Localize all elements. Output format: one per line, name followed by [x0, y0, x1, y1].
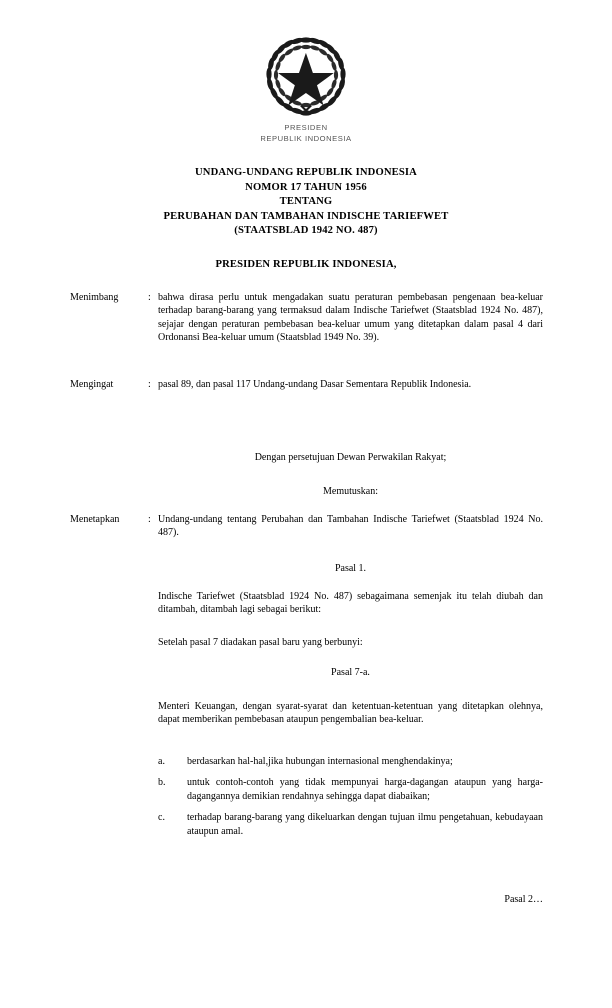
document-title: [0, 166, 612, 239]
menimbang-colon: :: [148, 292, 151, 303]
list-item: [158, 811, 543, 838]
garuda-star-wreath-emblem-icon: [260, 34, 352, 120]
mengingat-text: pasal 89, dan pasal 117 Undang-undang Dasar Sementara Republik Indonesia.: [158, 379, 472, 390]
mengingat-colon: :: [148, 379, 151, 390]
article-7a-paragraph-1: Menteri Keuangan, dengan syarat-syarat dan ketentuan-ketentuan yang ditetapkan olehnya, dapat memberikan pembebasan ataupun pengembalian bea-keluar.: [158, 701, 543, 726]
list-item: [158, 776, 543, 803]
presidential-emblem-block: [0, 34, 612, 144]
title-line-law-name: UNDANG-UNDANG REPUBLIK INDONESIA: [195, 167, 417, 178]
list-text-a: berdasarkan hal-hal,jika hubungan internasional menghendakinya;: [187, 756, 453, 767]
title-line-subject: PERUBAHAN DAN TAMBAHAN INDISCHE TARIEFWET: [163, 210, 449, 222]
menetapkan-section: [70, 513, 543, 540]
mengingat-section: [70, 378, 543, 391]
article-heading-pasal-1: Pasal 1.: [334, 563, 367, 574]
article-1-paragraph-2: Setelah pasal 7 diadakan pasal baru yang berbunyi:: [158, 637, 363, 648]
menetapkan-text: Undang-undang tentang Perubahan dan Tambahan Indische Tariefwet (Staatsblad 1924 No. 487).: [158, 514, 543, 539]
page-continuation-note: Pasal 2…: [504, 894, 543, 905]
article-heading-pasal-7a: Pasal 7-a.: [331, 667, 370, 678]
menimbang-text: bahwa dirasa perlu untuk mengadakan suatu peraturan pembebasan pengenaan bea-keluar terhadap barang-barang yang termaksud dalam Indische Tariefwet (Staatsblad 1924 No. 487), sejajar dengan peraturan pembebasan bea-keluar umum yang ditetapkan dalam pasal 4 dari Ordonansi Bea-keluar umum (Staatsblad 1949 No. 39).: [158, 292, 543, 344]
title-line-about: TENTANG: [279, 196, 333, 208]
list-marker-a: a.: [158, 756, 165, 767]
article-1-paragraph-1: Indische Tariefwet (Staatsblad 1924 No. 487) sebagaimana semenjak itu telah diubah dan ditambah, ditambah lagi sebagai berikut:: [158, 591, 543, 616]
title-line-staatsblad: (STAATSBLAD 1942 NO. 487): [234, 225, 378, 237]
emblem-caption-line2: REPUBLIK INDONESIA: [260, 133, 352, 143]
list-text-c: terhadap barang-barang yang dikeluarkan dengan tujuan ilmu pengetahuan, kebudayaan ataupun amal.: [187, 812, 543, 837]
menimbang-label: Menimbang: [70, 292, 119, 303]
issuing-authority: PRESIDEN REPUBLIK INDONESIA,: [215, 259, 397, 270]
mengingat-label: Mengingat: [70, 379, 114, 390]
article-7a-list: [158, 755, 543, 838]
dpr-approval-line: Dengan persetujuan Dewan Perwakilan Rakyat;: [254, 452, 447, 463]
menimbang-section: [70, 291, 543, 345]
menetapkan-label: Menetapkan: [70, 514, 120, 525]
emblem-caption-line1: PRESIDEN: [284, 123, 328, 132]
list-marker-b: b.: [158, 777, 166, 789]
list-text-b: untuk contoh-contoh yang tidak mempunyai harga-dagangan ataupun yang harga-dagangannya demikian rendahnya sehingga dapat diabaikan;: [187, 777, 543, 802]
list-marker-c: c.: [158, 812, 165, 824]
memutuskan-heading: Memutuskan:: [323, 486, 378, 497]
title-line-number: NOMOR 17 TAHUN 1956: [245, 181, 367, 193]
list-item: [158, 755, 543, 768]
menetapkan-colon: :: [148, 514, 151, 525]
emblem-caption: [0, 123, 612, 144]
